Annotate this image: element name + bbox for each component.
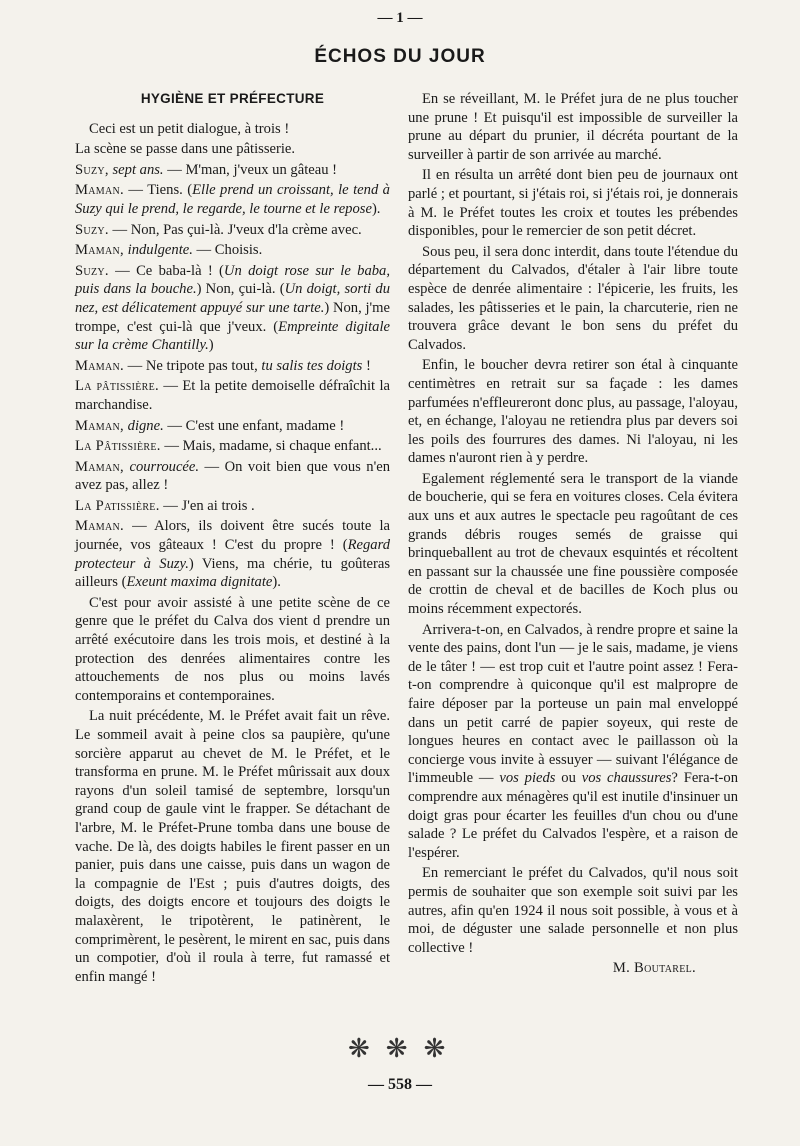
article-right-column	[408, 90, 738, 980]
dialogue-line	[75, 517, 390, 591]
stage-direction: digne.	[127, 417, 164, 434]
speaker: Maman.	[75, 182, 124, 199]
dialogue-text: — Ne tripote pas tout,	[123, 357, 262, 374]
dialogue-line	[75, 357, 390, 376]
dialogue-text: — Choisis.	[192, 242, 263, 259]
stage-direction: Regard protecteur à Suzy.	[75, 537, 390, 572]
dialogue-text: — Et la petite demoiselle défraîchit la marchandise.	[75, 378, 390, 413]
dialogue-text: — Tiens. (	[123, 182, 193, 199]
stage-direction: sept ans.	[112, 161, 164, 178]
top-page-number: — 1 —	[377, 10, 423, 26]
speaker: Maman.	[75, 357, 124, 374]
dialogue-line	[75, 458, 390, 495]
article-subtitle: HYGIÈNE ET PRÉFECTURE	[140, 91, 325, 106]
stage-direction: Empreinte digitale sur la crème Chantilly.	[75, 318, 390, 354]
star-ornament-icon: ❋	[348, 1034, 370, 1063]
stage-direction: Exeunt maxima dignitate	[126, 574, 273, 591]
stage-direction: tu salis tes doigts	[261, 357, 363, 374]
dialogue-text: — M'man, j'veux un gâteau !	[163, 161, 338, 178]
emphasis: vos pieds	[499, 770, 556, 787]
paragraph-text: ? Fera-t-on comprendre aux ménagères qu'il est inutile d'insinuer un doigt gras pour écarter les feuilles d'un chou ou d'une salade ? Le préfet du Calvados l'espère, et a raison de l'espérer.	[408, 770, 738, 861]
speaker: La pâtissière.	[75, 378, 159, 395]
paragraph	[408, 621, 738, 863]
dialogue-text: — Mais, madame, si chaque enfant...	[160, 438, 382, 455]
paragraph: Egalement réglementé sera le transport de la viande de boucherie, qui se fera en voitures closes. Cela évitera aux uns et aux autres le spectacle peu ragoûtant de ces grands débris rouges semés de graisse qui brinqueballent au trot de chevaux esquintés et récoltent en passant sur la chaussée une fine poussière composée de crottin de cheval et de bacilles de Koch plus ou moins récemment expectorés.	[408, 470, 738, 618]
paragraph: C'est pour avoir assisté à une petite scène de ce genre que le préfet du Calva dos vient d prendre un arrêté exécutoire dans les trois mois, et destiné à la protection des denrées alimentaires contre les attouchements de nos plus ou moins lavés contemporains et contemporaines.	[75, 594, 390, 704]
dialogue-line	[75, 221, 390, 240]
dialogue-text: — Non, Pas çui-là. J'veux d'la crème avec.	[108, 221, 362, 238]
dialogue-line	[75, 377, 390, 414]
paragraph: La scène se passe dans une pâtisserie.	[75, 141, 296, 158]
speaker: La Patissière.	[75, 497, 160, 514]
stage-direction: courroucée.	[129, 458, 200, 475]
speaker: Maman.	[75, 518, 124, 535]
speaker: Maman,	[75, 417, 124, 434]
dialogue-line	[75, 181, 390, 218]
dialogue-line	[75, 241, 390, 260]
speaker: La Pâtissière.	[75, 438, 161, 455]
dialogue-text: — J'en ai trois .	[159, 497, 255, 514]
dialogue-text: — C'est une enfant, madame !	[163, 417, 345, 434]
speaker: Suzy,	[75, 161, 109, 178]
ornament-divider	[348, 1036, 445, 1062]
section-title: ÉCHOS DU JOUR	[314, 46, 486, 67]
speaker: Maman,	[75, 242, 124, 259]
speaker: Maman,	[75, 458, 124, 475]
dialogue-text: !	[362, 357, 371, 374]
dialogue-text: — On voit bien que vous n'en avez pas, allez !	[75, 458, 390, 494]
paragraph: Il en résulta un arrêté dont bien peu de journaux ont parlé ; et pourtant, si j'étais roi, si j'étais roi, je donnerais à M. le Préfet toutes les croix et toutes les prébendes disponibles, pour le remercier de son petit décret.	[408, 167, 738, 240]
speaker: Suzy.	[75, 221, 109, 238]
dialogue-text: — Ce baba-là ! (	[108, 262, 224, 279]
dialogue-text: ) Non, çui-là. (	[196, 281, 285, 298]
paragraph: En remerciant le préfet du Calvados, qu'il nous soit permis de souhaiter que son exemple soit suivi par les autres, afin qu'en 1924 il nous soit possible, à vous et à moi, de déguster une salade personnelle et non plus collective !	[408, 865, 738, 956]
dialogue-line	[75, 161, 390, 180]
dialogue-text: ).	[371, 200, 381, 217]
paragraph: Ceci est un petit dialogue, à trois !	[89, 120, 290, 137]
star-ornament-icon: ❋	[385, 1034, 408, 1063]
stage-direction: Un doigt rose sur le baba, puis dans la bouche.	[75, 262, 390, 298]
dialogue-line	[75, 437, 390, 456]
stage-direction: Elle prend un croissant, le tend à Suzy qui le prend, le regarde, le tourne et le repose	[75, 182, 390, 217]
dialogue-text: )	[208, 337, 214, 354]
speaker: Suzy.	[75, 262, 109, 279]
author-signature: M. Boutarel.	[612, 960, 696, 977]
paragraph-text: Arrivera-t-on, en Calvados, à rendre propre et saine la vente des pains, dont l'un — je le sais, madame, je viens de le tâter ! — est trop cuit et l'autre point assez ! Fera-t-on comprendre à quiconque qu'il est malpropre de faire déposer par la porteuse un pain mal enveloppé dans un petit carré de papier soyeux, qui reste de longues heures en contact avec le paillasson où la concierge vous invite à essuyer — suivant l'élégance de l'immeuble —	[408, 621, 738, 787]
star-ornament-icon: ❋	[423, 1034, 446, 1063]
paragraph: Sous peu, il sera donc interdit, dans toute l'étendue du département du Calvados, d'étaler à l'air libre toute espèce de denrée alimentaire : l'épicerie, les fruits, les salades, les pâtisseries et le pain, la charcuterie, rien ne trouvera grâce devant le bon sens du préfet du Calvados.	[408, 243, 738, 353]
bottom-page-number: — 558 —	[368, 1076, 432, 1093]
stage-direction: Un doigt, sorti du nez, est délicatement appuyé sur une tarte.	[75, 281, 390, 316]
dialogue-text: — Alors, ils doivent être sucés toute la journée, vos gâteaux ! C'est du propre ! (	[75, 518, 390, 554]
emphasis: vos chaussures	[581, 770, 672, 787]
paragraph-text: ou	[555, 770, 582, 787]
article-left-column	[75, 90, 390, 988]
paragraph: La nuit précédente, M. le Préfet avait fait un rêve. Le sommeil avait à peine clos sa paupière, qu'une sorcière apparut au chevet de M. le Préfet, et le transforma en prune. M. le Préfet mûrissait aux doux rayons d'un soleil tamisé de septembre, lorsqu'un grand coup de gaule vint le frapper. Se détachant de l'arbre, M. le Préfet-Prune tomba dans une bouse de vache. De là, des doigts habiles le firent passer en un panier, puis dans une caisse, puis dans un wagon de la compagnie de l'Est ; puis d'autres doigts, des doigts, des doigts encore et toujours des doigts le malaxèrent, le tripotèrent, le patinèrent, le comprimèrent, le pesèrent, le mirent en sac, puis dans un compotier, d'où il roula à terre, fut ramassé et enfin mangé !	[75, 708, 390, 985]
stage-direction: indulgente.	[127, 242, 193, 259]
dialogue-line	[75, 417, 390, 436]
dialogue-line	[75, 497, 390, 516]
paragraph: En se réveillant, M. le Préfet jura de ne plus toucher une prune ! Et puisqu'il est impossible de surveiller la prune au départ du prunier, il décréta pourtant de la surveiller à partir de son arrivée au marché.	[408, 91, 738, 163]
dialogue-text: ) Viens, ma chérie, tu goûteras ailleurs (	[75, 555, 391, 591]
dialogue-line	[75, 262, 390, 355]
dialogue-text: ).	[272, 574, 281, 591]
dialogue-text: ) Non, j'me trompe, c'est çui-là que j'veux. (	[75, 299, 391, 335]
paragraph: Enfin, le boucher devra retirer son étal à cinquante centimètres en retrait sur sa façade : les dames parfumées n'effleureront donc plus, au passage, l'aloyau, et, en échange, l'aloyau ne retiendra plus par devers soi les poils des fourrures des dames. Ni l'aloyau, ni les dames n'auront rien à y perdre.	[408, 357, 738, 467]
